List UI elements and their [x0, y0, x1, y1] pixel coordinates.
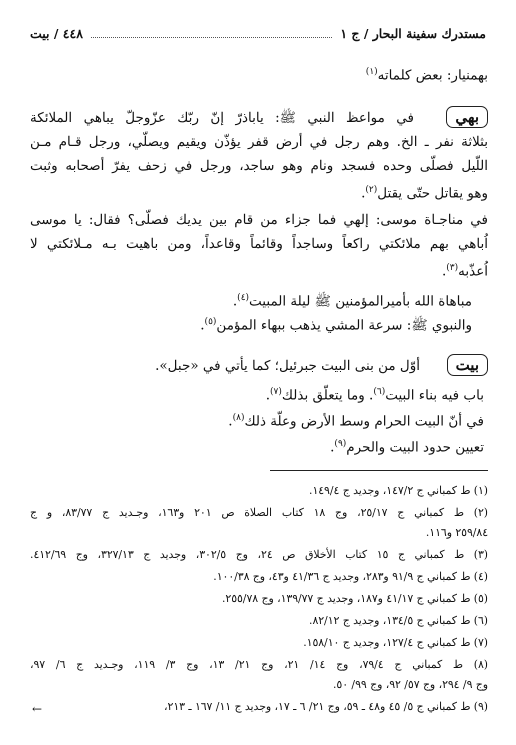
footnote-ref: (٩) — [334, 439, 347, 449]
bayt-item-3 — [30, 434, 484, 458]
footnote-ref: (٧) — [270, 387, 282, 397]
continue-arrow-icon: ← — [32, 702, 43, 716]
footnote-ref: (٢) — [365, 185, 378, 195]
footnote-6: (٦) ط كمباني ج ١٣٤/٥، وجديد ج ٨٢/١٢. — [309, 614, 488, 627]
footnote-9: (٩) ط كمباني ج ٥/ ٤٥ و٤٨ ـ ٥٩، وج ٢١/ ٦ ـ ١٧، وجديد ج ١١/ ١٦٧ ـ ٢١٣، — [164, 700, 488, 713]
footnote-8: (٨) ط كمباني ج ٧٩/٤، وج ١٤/ ٢١، وج ٢١/ ١٣، وج ٣/ ١١٩، وجـديد ج ٦/ ٩٧، — [30, 658, 488, 671]
bahi-text: اللّيل فصلّى وحده فسجد ونام وهو ساجد، ورجل في زحف يفرّ أصحابه وثبت — [30, 158, 488, 174]
bayt-item-text: تعيين حدود البيت والحرم — [346, 439, 484, 456]
bahi-line-3 — [30, 156, 488, 176]
bahi-text: بثلاثة نفر ـ الخ. وهم رجل في أرض قفر يؤذّن ويقيم ويصلّي، ورجل قـام مـن — [30, 134, 488, 150]
page-header — [30, 22, 486, 44]
footnote-ref: (٥) — [204, 317, 217, 327]
bayt-first-line — [30, 356, 420, 376]
footnote-ref: (٣) — [446, 263, 459, 273]
bayt-item-text: . وما يتعلّق بذلك — [281, 387, 374, 404]
footnote-3: (٣) ط كمباني ج ١٥ كتاب الأخلاق ص ٢٤، وج ٣٠٢/٥، وجديد ج ٣٢٧/١٣، وج ٤١٢/٦٩. — [30, 548, 488, 561]
section-label-bahi: بهي — [446, 106, 488, 128]
footnote-ref: (٦) — [373, 387, 386, 397]
mubahat-line-2: والنبوي ﷺ: سرعة المشي يذهب ببهاء المؤمن$^{(٥)}$. — [200, 317, 472, 334]
page-number: ٤٤٨ / بيت — [30, 25, 83, 41]
footnote-4: (٤) ط كمباني ج ٩١/٩ و٢٨٣، وجديد ج ٤١/٣٦ و٤٣، وج ١٠٠/٣٨. — [213, 570, 488, 583]
intro-text: بهمنيار: بعض كلماته — [377, 67, 488, 84]
footnote-7: (٧) ط كمباني ج ١٢٧/٤، وجديد ج ١٥٨/١٠. — [303, 636, 488, 649]
footnote-separator — [270, 470, 488, 471]
munajat-text: اُباهي بهم ملائكتي راكعاً وساجداً وقائماً وقاعداً، ومن باهيت بـه مـلائكتي لا — [30, 236, 488, 252]
mubahat-line-1: مباهاة الله بأميرالمؤمنين ﷺ ليلة المبيت$^{(٤)}$. — [232, 293, 472, 310]
bayt-item-text: باب فيه بناء البيت — [385, 387, 484, 404]
mubahat-text: والنبوي ﷺ: سرعة المشي يذهب ببهاء المؤمن — [216, 317, 472, 334]
munajat-line-1 — [30, 210, 488, 230]
bahi-line-4: وهو يقاتل حتّى يقتل$^{(٢)}$. — [361, 185, 488, 202]
bayt-item-tail: . — [265, 387, 271, 404]
intro-line — [30, 62, 488, 86]
mubahat-text: مباهاة الله بأميرالمؤمنين ﷺ ليلة المبيت — [249, 293, 472, 310]
bayt-item-tail: . — [330, 439, 335, 456]
bahi-line-2 — [30, 132, 488, 152]
book-title: مستدرك سفينة البحار / ج ١ — [340, 25, 486, 41]
footnote-ref: (٨) — [232, 413, 245, 423]
header-dotted-leader — [91, 29, 332, 38]
munajat-text: في مناجـاة موسى: إلهي فما جزاء من قام بين يديك فصلّى؟ فقال: يا موسى — [30, 212, 488, 228]
bahi-heading-box — [438, 106, 488, 128]
munajat-text: اُعذّبه — [458, 263, 488, 280]
bayt-item-tail: . — [228, 413, 233, 430]
munajat-line-2 — [30, 234, 488, 254]
bayt-item-text: في أنّ البيت الحرام وسط الأرض وعلّة ذلك — [244, 413, 484, 430]
bahi-text: في مواعظ النبي ﷺ: ياباذرّ إنّ ربّك عزّوجلّ يباهي الملائكة — [30, 110, 414, 126]
footnote-2-cont: ٢٥٩/٨٤ و١١٦. — [425, 526, 488, 539]
bayt-text: أوّل من بنى البيت جبرئيل؛ كما يأتي في «جبل». — [155, 358, 420, 374]
bahi-text: وهو يقاتل حتّى يقتل — [377, 185, 488, 202]
bahi-line-1 — [30, 108, 414, 128]
bayt-item-2 — [30, 408, 484, 432]
footnote-ref: (٤) — [237, 293, 250, 303]
footnote-8-cont: وج ٩/ ٢٩٤، وج ٥٧/ ٩٢، وج ٩٩/ ٥٠. — [332, 678, 488, 691]
bayt-item-1 — [30, 382, 484, 406]
bayt-heading-box — [439, 354, 488, 376]
footnote-2: (٢) ط كمباني ج ٢٥/١٧، وج ١٨ كتاب الصلاة ص ٢٠١ و١٦٣، وجـديد ج ٨٣/٧٧، و ج — [30, 506, 488, 519]
section-label-bayt: بيت — [447, 354, 488, 376]
footnote-5: (٥) ط كمباني ج ٤١/١٧ و١٨٧، وجديد ج ١٣٩/٧٧، وج ٢٥٥/٧٨. — [221, 592, 488, 605]
munajat-line-3: اُعذّبه$^{(٣)}$. — [441, 263, 488, 280]
footnote-ref: (١) — [365, 67, 378, 77]
footnote-1: (١) ط كمباني ج ١٤٧/٢، وجديد ج ١٤٩/٤. — [309, 484, 488, 497]
